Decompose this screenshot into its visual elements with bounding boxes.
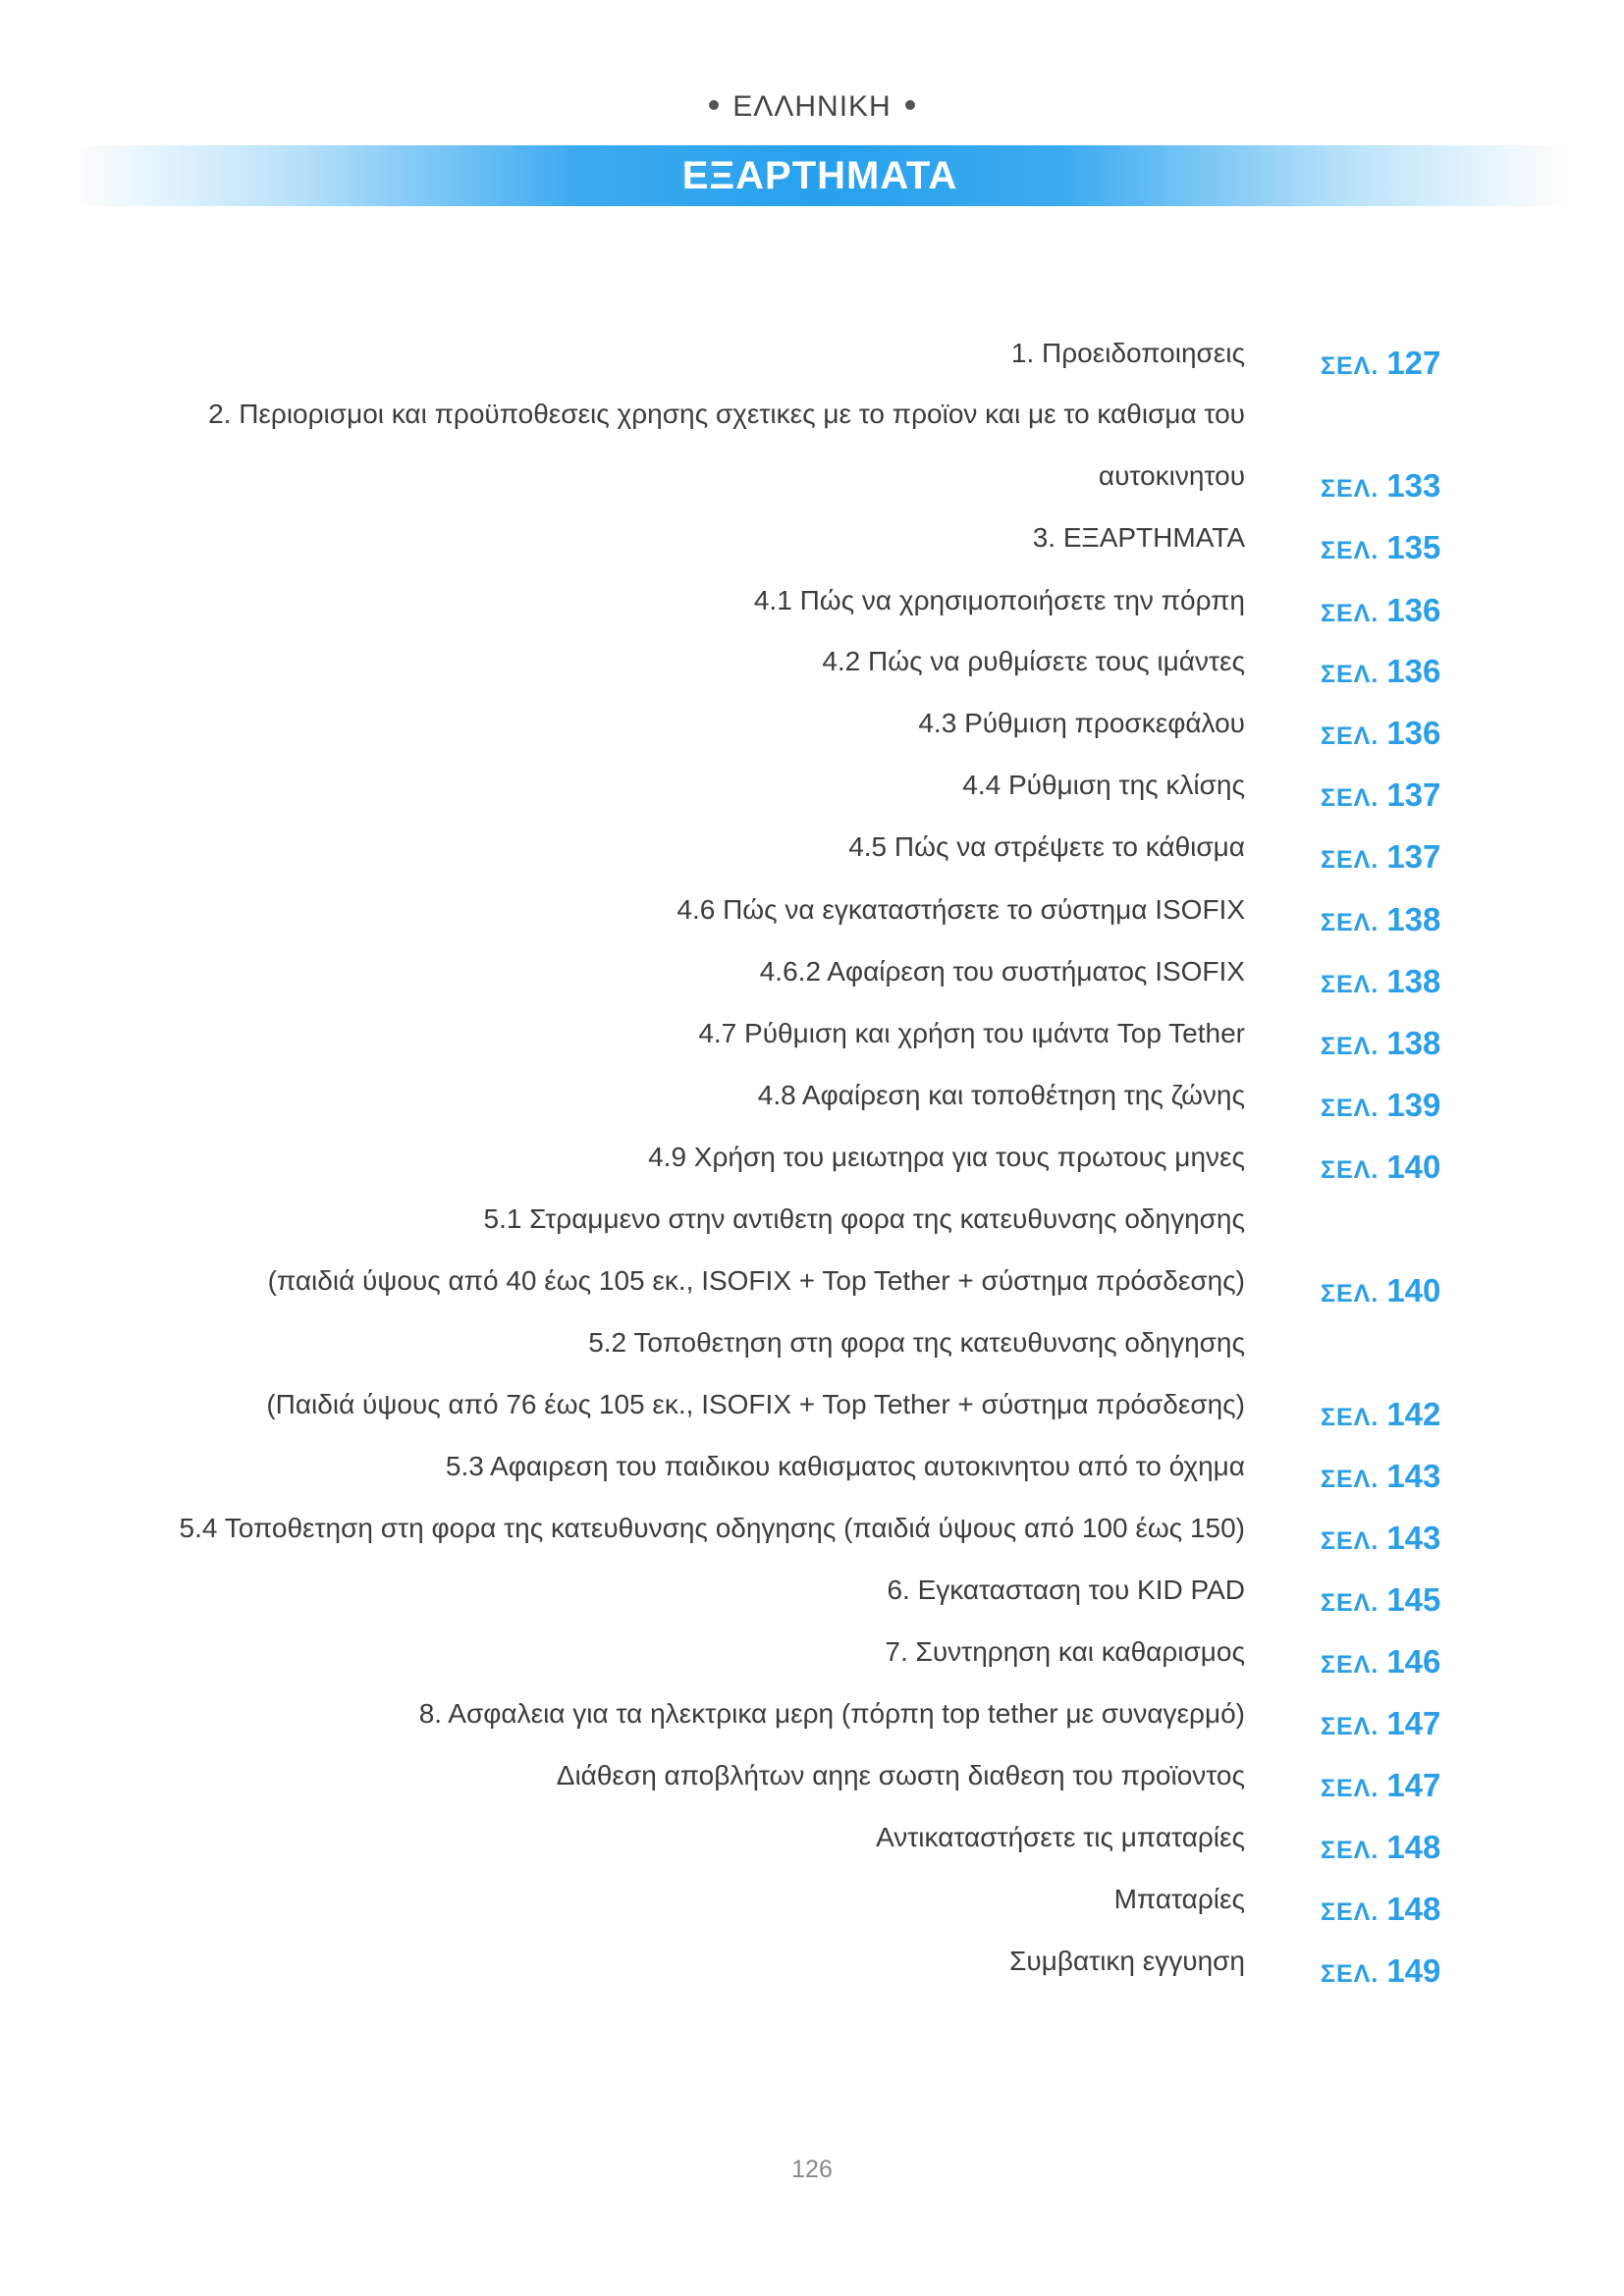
page-prefix-label: ΣΕΛ.: [1321, 909, 1380, 936]
page-number-value: 142: [1386, 1396, 1441, 1432]
page-prefix-label: ΣΕΛ.: [1321, 475, 1380, 503]
toc-entry-title: Αντικαταστήσετε τις μπαταρίες: [876, 1822, 1245, 1852]
toc-entry-page: [1321, 528, 1440, 574]
toc-row[interactable]: [0, 1076, 1624, 1125]
page-prefix-label: ΣΕΛ.: [1321, 1404, 1380, 1431]
page-prefix-label: ΣΕΛ.: [1321, 1095, 1380, 1122]
toc-entry-title: Διάθεση αποβλήτων αηηε σωστη διαθεση του προϊοντος: [556, 1760, 1245, 1790]
toc-entry-title: 4.2 Πώς να ρυθμίσετε τους ιμάντες: [822, 646, 1245, 676]
language-label: ΕΛΛΗΝΙΚΗ: [732, 90, 892, 123]
page-number-value: 149: [1386, 1952, 1441, 1989]
toc-entry-page: [1321, 962, 1440, 1008]
page-number: 126: [791, 2156, 833, 2183]
page-number-value: 146: [1386, 1643, 1441, 1680]
toc-row[interactable]: [0, 1880, 1624, 1929]
page-prefix-label: ΣΕΛ.: [1321, 1898, 1380, 1926]
toc-entry-title: 2. Περιορισμοι και προϋποθεσεις χρησης σχετικες με το προϊον και με το καθισμα του: [208, 399, 1245, 429]
toc-entry-title: 5.2 Τοποθετηση στη φορα της κατευθυνσης οδηγησης: [588, 1327, 1245, 1358]
toc-entry-page: [1321, 652, 1440, 698]
toc-entry-title: 1. Προειδοποιησεις: [1010, 338, 1245, 368]
toc-entry-title: 5.3 Αφαιρεση του παιδικου καθισματος αυτοκινητου από το όχημα: [445, 1451, 1245, 1481]
page-prefix-label: ΣΕΛ.: [1321, 784, 1380, 812]
toc-row[interactable]: [0, 890, 1624, 939]
toc-entry-page: [1321, 714, 1440, 760]
toc-row[interactable]: [0, 1323, 1624, 1372]
page-number-value: 140: [1386, 1272, 1441, 1308]
toc-entry-page: [1321, 1890, 1440, 1936]
toc-row[interactable]: [0, 828, 1624, 877]
toc-entry-page: [1321, 1951, 1440, 1998]
toc-row[interactable]: [0, 1261, 1624, 1310]
toc-entry-page: [1321, 1024, 1440, 1070]
page-number-value: 143: [1386, 1520, 1441, 1556]
toc-row[interactable]: [0, 766, 1624, 815]
toc-row[interactable]: [0, 334, 1624, 383]
toc-entry-page: [1321, 344, 1440, 390]
toc-row[interactable]: [0, 1385, 1624, 1434]
toc-entry-title: 3. ΕΞΑΡΤΗΜΑΤΑ: [1032, 522, 1245, 553]
toc-row[interactable]: [0, 1756, 1624, 1805]
page-prefix-label: ΣΕΛ.: [1321, 1527, 1380, 1555]
page-number-value: 138: [1386, 901, 1441, 937]
page-prefix-label: ΣΕΛ.: [1321, 1651, 1380, 1679]
toc-entry-page: [1321, 1457, 1440, 1503]
page-number-value: 148: [1386, 1829, 1441, 1865]
toc-entry-page: [1321, 1828, 1440, 1874]
toc-entry-title: 4.7 Ρύθμιση και χρήση του ιμάντα Top Tether: [698, 1018, 1245, 1048]
toc-entry-title: Μπαταρίες: [1113, 1884, 1245, 1914]
toc-entry-title: 4.5 Πώς να στρέψετε το κάθισμα: [848, 831, 1245, 862]
page-prefix-label: ΣΕΛ.: [1321, 722, 1380, 750]
toc-entry-title: 6. Εγκατασταση του KID PAD: [887, 1575, 1245, 1605]
toc-entry-page: [1321, 1642, 1440, 1688]
toc-row[interactable]: [0, 581, 1624, 630]
page-number-value: 140: [1386, 1148, 1441, 1185]
toc-row[interactable]: [0, 1818, 1624, 1867]
page-prefix-label: ΣΕΛ.: [1321, 1589, 1380, 1617]
toc-row[interactable]: [0, 1447, 1624, 1496]
toc-row[interactable]: [0, 1632, 1624, 1682]
toc-entry-page: [1321, 1519, 1440, 1565]
page-prefix-label: ΣΕΛ.: [1321, 1466, 1380, 1493]
toc-row[interactable]: [0, 1694, 1624, 1743]
page-prefix-label: ΣΕΛ.: [1321, 971, 1380, 998]
page-prefix-label: ΣΕΛ.: [1321, 1713, 1380, 1740]
page-number-value: 145: [1386, 1581, 1441, 1618]
toc-entry-title: 4.3 Ρύθμιση προσκεφάλου: [918, 708, 1245, 738]
toc-entry-title: 4.6.2 Αφαίρεση του συστήματος ISOFIX: [759, 956, 1245, 987]
toc-entry-title: 5.4 Τοποθετηση στη φορα της κατευθυνσης οδηγησης (παιδιά ύψους από 100 έως 150): [179, 1513, 1245, 1543]
toc-row[interactable]: [0, 1138, 1624, 1187]
page-number-value: 137: [1386, 776, 1441, 813]
toc-row[interactable]: [0, 518, 1624, 567]
toc-entry-title: 4.6 Πώς να εγκαταστήσετε το σύστημα ISOFIX: [677, 894, 1245, 925]
toc-entry-title: Συμβατικη εγγυηση: [1009, 1946, 1245, 1976]
toc-row[interactable]: [0, 1200, 1624, 1249]
page-number-value: 143: [1386, 1458, 1441, 1494]
page-prefix-label: ΣΕΛ.: [1321, 1775, 1380, 1802]
toc-entry-title: 4.8 Αφαίρεση και τοποθέτηση της ζώνης: [757, 1080, 1245, 1110]
section-title-band: [69, 145, 1571, 206]
page-prefix-label: ΣΕΛ.: [1321, 661, 1380, 688]
toc-entry-title: 5.1 Στραμμενο στην αντιθετη φορα της κατευθυνσης οδηγησης: [483, 1203, 1245, 1234]
page-number-value: 148: [1386, 1891, 1441, 1927]
toc-entry-page: [1321, 837, 1440, 883]
page-number-value: 136: [1386, 592, 1441, 628]
table-of-contents: [0, 334, 1624, 2042]
toc-entry-title: (Παιδιά ύψους από 76 έως 105 εκ., ISOFIX + Top Tether + σύστημα πρόσδεσης): [266, 1389, 1245, 1419]
toc-entry-page: [1321, 1580, 1440, 1627]
toc-entry-page: [1321, 1271, 1440, 1317]
toc-row[interactable]: [0, 395, 1624, 444]
toc-entry-title: αυτοκινητου: [1098, 460, 1245, 491]
page-prefix-label: ΣΕΛ.: [1321, 1033, 1380, 1060]
toc-entry-page: [1321, 1148, 1440, 1194]
page-number-value: 127: [1386, 345, 1441, 381]
toc-row[interactable]: [0, 704, 1624, 753]
toc-entry-page: [1321, 466, 1440, 512]
bullet-dot-icon: [905, 100, 915, 110]
page-prefix-label: ΣΕΛ.: [1321, 1960, 1380, 1988]
toc-row[interactable]: [0, 1014, 1624, 1063]
toc-entry-title: (παιδιά ύψους από 40 έως 105 εκ., ISOFIX + Top Tether + σύστημα πρόσδεσης): [267, 1265, 1245, 1296]
page-number-value: 137: [1386, 838, 1441, 875]
page-number-value: 136: [1386, 715, 1441, 751]
page-number-value: 147: [1386, 1705, 1441, 1741]
toc-entry-page: [1321, 1086, 1440, 1132]
page-prefix-label: ΣΕΛ.: [1321, 1156, 1380, 1184]
toc-entry-title: 7. Συντηρηση και καθαρισμος: [885, 1636, 1245, 1667]
page-prefix-label: ΣΕΛ.: [1321, 846, 1380, 874]
toc-entry-page: [1321, 591, 1440, 637]
toc-entry-title: 4.9 Χρήση του μειωτηρα για τους πρωτους μηνες: [648, 1142, 1245, 1172]
toc-row[interactable]: [0, 1942, 1624, 1991]
toc-entry-title: 8. Ασφαλεια για τα ηλεκτρικα μερη (πόρπη top tether με συναγερμό): [418, 1698, 1245, 1729]
toc-row[interactable]: [0, 642, 1624, 691]
toc-entry-title: 4.4 Ρύθμιση της κλίσης: [962, 770, 1245, 800]
page-prefix-label: ΣΕΛ.: [1321, 600, 1380, 627]
page-number-value: 139: [1386, 1087, 1441, 1123]
toc-row[interactable]: [0, 1571, 1624, 1620]
page-prefix-label: ΣΕΛ.: [1321, 352, 1380, 380]
toc-row[interactable]: [0, 952, 1624, 1001]
toc-entry-title: 4.1 Πώς να χρησιμοποιήσετε την πόρπη: [753, 585, 1245, 615]
toc-row[interactable]: [0, 456, 1624, 506]
page-prefix-label: ΣΕΛ.: [1321, 1280, 1380, 1308]
page-number-value: 138: [1386, 1025, 1441, 1061]
toc-entry-page: [1321, 900, 1440, 946]
bullet-dot-icon: [709, 100, 719, 110]
page-number-value: 138: [1386, 963, 1441, 999]
page-prefix-label: ΣΕΛ.: [1321, 537, 1380, 564]
toc-entry-page: [1321, 775, 1440, 822]
toc-entry-page: [1321, 1395, 1440, 1441]
section-title: ΕΞΑΡΤΗΜΑΤΑ: [681, 154, 958, 197]
language-header: [0, 90, 1624, 124]
page-number-value: 133: [1386, 467, 1441, 504]
toc-row[interactable]: [0, 1509, 1624, 1558]
page-number-value: 136: [1386, 653, 1441, 689]
toc-entry-page: [1321, 1704, 1440, 1750]
page-number-value: 147: [1386, 1767, 1441, 1803]
page-number-value: 135: [1386, 529, 1441, 565]
toc-entry-page: [1321, 1766, 1440, 1812]
page-prefix-label: ΣΕΛ.: [1321, 1837, 1380, 1864]
